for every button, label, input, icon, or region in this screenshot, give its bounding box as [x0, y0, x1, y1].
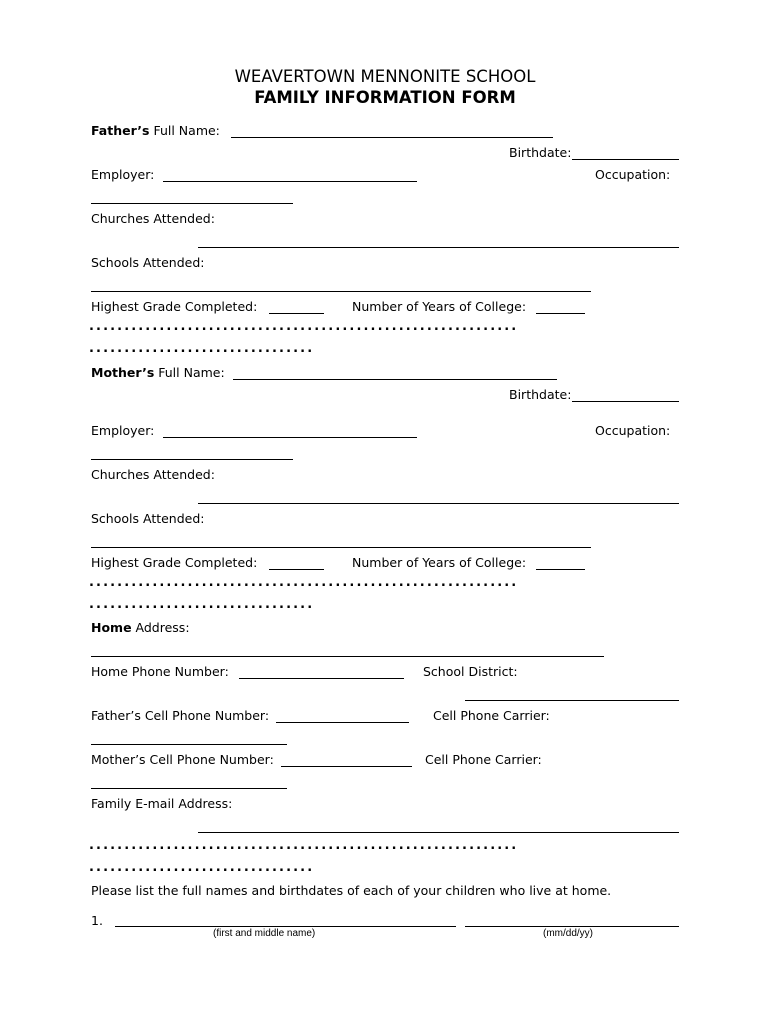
mother-schools-label: Schools Attended: — [91, 511, 205, 526]
father-employer-field[interactable] — [163, 181, 417, 182]
father-college-label: Number of Years of College: — [352, 299, 527, 314]
mother-carrier-label: Cell Phone Carrier: — [425, 752, 542, 767]
mother-college-label: Number of Years of College: — [352, 555, 527, 570]
separator-dots: ............................................................. — [89, 575, 519, 590]
child-name-hint: (first and middle name) — [213, 928, 316, 939]
father-churches-label: Churches Attended: — [91, 211, 215, 226]
mother-name-field[interactable] — [233, 379, 557, 380]
separator-dots: ................................ — [89, 597, 315, 612]
mother-grade-label: Highest Grade Completed: — [91, 555, 258, 570]
children-instruction: Please list the full names and birthdates of each of your children who live at home. — [91, 883, 612, 898]
form-title: FAMILY INFORMATION FORM — [254, 88, 516, 107]
child-date-hint: (mm/dd/yy) — [543, 928, 593, 939]
mother-grade-field[interactable] — [269, 569, 324, 570]
home-address-label: Home Address: — [91, 620, 190, 635]
separator-dots: ............................................................. — [89, 838, 519, 853]
father-birthdate-label: Birthdate: — [509, 145, 572, 160]
mother-college-field[interactable] — [536, 569, 585, 570]
father-schools-label: Schools Attended: — [91, 255, 205, 270]
email-label: Family E-mail Address: — [91, 796, 233, 811]
mother-name-label: Mother’s Full Name: — [91, 365, 225, 380]
home-phone-label: Home Phone Number: — [91, 664, 229, 679]
father-birthdate-field[interactable] — [572, 159, 679, 160]
mother-churches-label: Churches Attended: — [91, 467, 215, 482]
father-carrier-label: Cell Phone Carrier: — [433, 708, 550, 723]
separator-dots: ................................ — [89, 860, 315, 875]
father-grade-label: Highest Grade Completed: — [91, 299, 258, 314]
mother-occupation-label: Occupation: — [595, 423, 671, 438]
mother-birthdate-label: Birthdate: — [509, 387, 572, 402]
father-cell-label: Father’s Cell Phone Number: — [91, 708, 270, 723]
father-employer-label: Employer: — [91, 167, 155, 182]
school-district-field[interactable] — [465, 700, 679, 701]
father-college-field[interactable] — [536, 313, 585, 314]
mother-occupation-field[interactable] — [91, 459, 293, 460]
mother-churches-field[interactable] — [198, 503, 679, 504]
child-birthdate-field[interactable] — [465, 926, 679, 927]
father-name-label: Father’s Full Name: — [91, 123, 220, 138]
mother-cell-label: Mother’s Cell Phone Number: — [91, 752, 274, 767]
school-district-label: School District: — [423, 664, 518, 679]
father-carrier-field[interactable] — [91, 744, 287, 745]
father-churches-field[interactable] — [198, 247, 679, 248]
father-cell-field[interactable] — [276, 722, 409, 723]
mother-cell-field[interactable] — [281, 766, 412, 767]
mother-schools-field[interactable] — [91, 547, 591, 548]
father-occupation-label: Occupation: — [595, 167, 671, 182]
child-number: 1. — [91, 913, 103, 928]
mother-employer-field[interactable] — [163, 437, 417, 438]
separator-dots: ............................................................. — [89, 319, 519, 334]
separator-dots: ................................ — [89, 341, 315, 356]
father-schools-field[interactable] — [91, 291, 591, 292]
home-address-field[interactable] — [91, 656, 604, 657]
school-name: WEAVERTOWN MENNONITE SCHOOL — [234, 67, 536, 86]
father-name-field[interactable] — [231, 137, 553, 138]
child-name-field[interactable] — [115, 926, 456, 927]
mother-carrier-field[interactable] — [91, 788, 287, 789]
father-occupation-field[interactable] — [91, 203, 293, 204]
email-field[interactable] — [198, 832, 679, 833]
father-grade-field[interactable] — [269, 313, 324, 314]
mother-birthdate-field[interactable] — [572, 401, 679, 402]
mother-employer-label: Employer: — [91, 423, 155, 438]
home-phone-field[interactable] — [239, 678, 404, 679]
